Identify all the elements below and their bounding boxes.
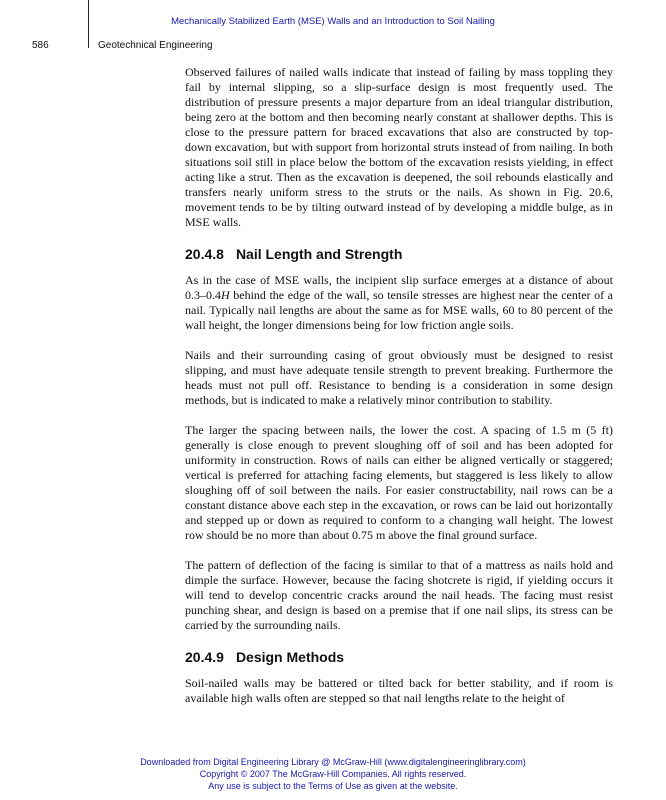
book-title-link[interactable]: Mechanically Stabilized Earth (MSE) Walls and an Introduction to Soil Nailing [171,16,495,27]
paragraph-failures: Observed failures of nailed walls indicate that instead of failing by mass toppling they fail by internal slipping, so a slip-surface design is most frequently used. The distribution of pressure presents a major departure from an ideal triangular distribution, being zero at the bottom and then becoming nearly constant at shallower depths. This is close to the pressure pattern for braced excavations that also are constructed by top-down excavation, but with support from horizontal struts instead of from nailing. In both situations soil still in place below the bottom of the excavation resists yielding, in effect acting like a strut. Then as the excavation is deepened, the soil rebounds elastically and transfers nearly uniform stress to the struts or the nails. As shown in Fig. 20.6, movement tends to be by tilting outward instead of by developing a middle bulge, as in MSE walls. [185,65,613,229]
page-content [185,65,613,721]
section-title: Nail Length and Strength [235,246,403,262]
italic-variable: H [221,288,230,302]
header-divider [88,0,89,48]
paragraph-spacing: The larger the spacing between nails, the lower the cost. A spacing of 1.5 m (5 ft) generally is close enough to prevent sloughing off of soil and has been adopted for uniformity in construction. Rows of nails can either be aligned vertically or staggered; vertical is preferred for attaching facing elements, but staggered is less likely to allow sloughing off of soil between the nails. For easier constructability, nail rows can be a constant distance above each step in the excavation, or rows can be laid out horizontally and stepped up or down as required to conform to a changing wall height. The lowest row should be no more than about 0.75 m above the final ground surface. [185,423,613,542]
paragraph-battered: Soil-nailed walls may be battered or tilted back for better stability, and if room is available high walls often are stepped so that nail lengths relate to the height of [185,676,613,705]
paragraph-deflection: The pattern of deflection of the facing is similar to that of a mattress as nails hold and dimple the surface. However, because the facing shotcrete is rigid, if yielding occurs it will tend to develop concentric cracks around the nail heads. The facing must resist punching shear, and design is based on a premise that if one nail slips, its stress can be carried by the surrounding nails. [185,558,613,632]
running-title: Geotechnical Engineering [98,40,213,51]
section-number: 20.4.9 [185,649,224,665]
section-heading-nail-length [185,245,613,263]
paragraph-text: As in the case of MSE walls, the incipient slip surface emerges at a distance of about 0.3–0.4 [185,273,613,302]
section-heading-design-methods [185,648,613,666]
footer-download-link[interactable]: Downloaded from Digital Engineering Library @ McGraw-Hill (www.digitalengineeringlibrary.com) [140,757,526,767]
page-number: 586 [32,40,49,51]
section-title: Design Methods [235,649,345,665]
footer-copyright: Copyright © 2007 The McGraw-Hill Companies. All rights reserved. [199,769,467,779]
paragraph-slip-surface [185,273,613,333]
footer-terms[interactable]: Any use is subject to the Terms of Use as given at the website. [208,781,458,791]
section-number: 20.4.8 [185,246,224,262]
paragraph-grout: Nails and their surrounding casing of grout obviously must be designed to resist slipping, and must have adequate tensile strength to prevent breaking. Furthermore the heads must not pull off. Resistance to bending is a consideration in some design methods, but is indicated to make a relatively minor contribution to stability. [185,348,613,407]
footer-notice [0,756,666,792]
paragraph-text: behind the edge of the wall, so tensile stresses are highest near the center of a nail. Typically nail lengths are about the same as for MSE walls, 60 to 80 percent of the wall height, the longer dimensions being for low friction angle soils. [185,288,613,332]
